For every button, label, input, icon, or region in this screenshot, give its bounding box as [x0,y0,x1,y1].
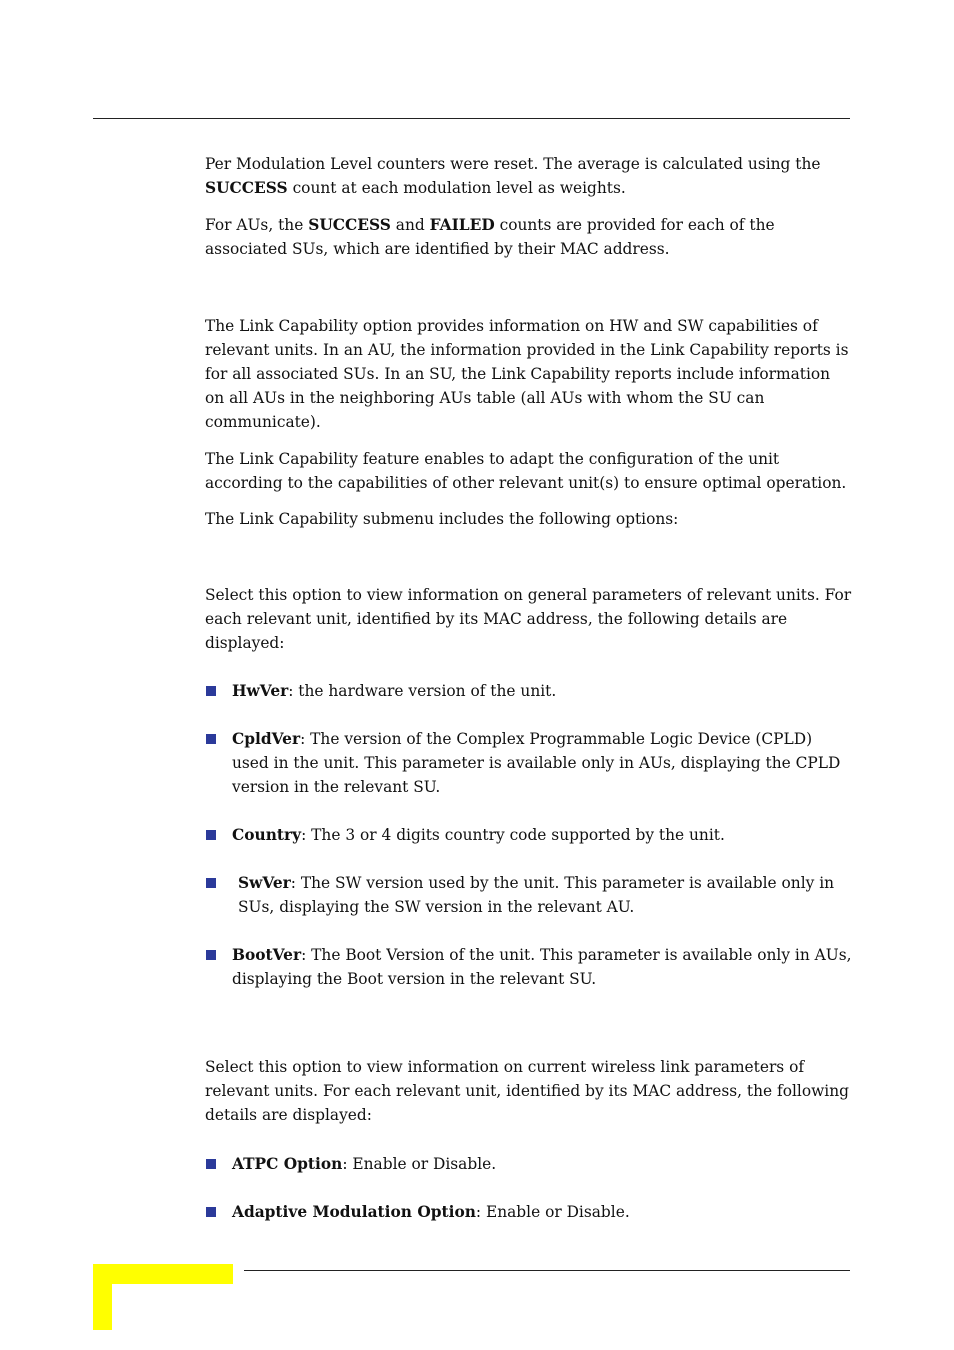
paragraph-link-capability-intro: The Link Capability option provides information on HW and SW capabilities of relevant units. In an AU, the information provided in the Link Capability reports is for all associated SUs. In an SU, the Link Capability reports include information on all AUs in the neighboring AUs table (all AUs with whom the SU can communicate). [205,317,849,431]
footer-rule [244,1270,850,1271]
paragraph-general-parameters: Select this option to view information on general parameters of relevant units. For each relevant unit, identified by its MAC address, the following details are displayed: [205,586,852,652]
square-bullet-icon [206,830,216,840]
page-corner-tab-vertical [93,1264,112,1330]
list-item: CpldVer: The version of the Complex Programmable Logic Device (CPLD) used in the unit. This parameter is available only in AUs, displaying the CPLD version in the relevant SU. [205,727,853,799]
square-bullet-icon [206,686,216,696]
list-item: SwVer: The SW version used by the unit. This parameter is available only in SUs, displaying the SW version in the relevant AU. [205,871,853,919]
list-item: ATPC Option: Enable or Disable. [205,1152,853,1176]
list-item: Adaptive Modulation Option: Enable or Disable. [205,1200,853,1224]
paragraph-wireless-link-parameters: Select this option to view information on current wireless link parameters of relevant units. For each relevant unit, identified by its MAC address, the following details are displayed: [205,1058,849,1124]
page-corner-tab [93,1264,233,1284]
paragraph-au-counts: For AUs, the SUCCESS and FAILED counts are provided for each of the associated SUs, which are identified by their MAC address. [205,216,775,258]
list-item: BootVer: The Boot Version of the unit. This parameter is available only in AUs, displaying the Boot version in the relevant SU. [205,943,853,991]
paragraph-link-capability-feature: The Link Capability feature enables to adapt the configuration of the unit according to the capabilities of other relevant unit(s) to ensure optimal operation. [205,450,847,492]
square-bullet-icon [206,950,216,960]
header-rule [93,118,850,119]
paragraph-modulation-average: Per Modulation Level counters were reset. The average is calculated using the SUCCESS count at each modulation level as weights. [205,155,821,197]
square-bullet-icon [206,878,216,888]
square-bullet-icon [206,1207,216,1217]
list-item: Country: The 3 or 4 digits country code supported by the unit. [205,823,853,847]
square-bullet-icon [206,1159,216,1169]
list-item: HwVer: the hardware version of the unit. [205,679,853,703]
paragraph-submenu-options: The Link Capability submenu includes the following options: [205,510,679,528]
square-bullet-icon [206,734,216,744]
